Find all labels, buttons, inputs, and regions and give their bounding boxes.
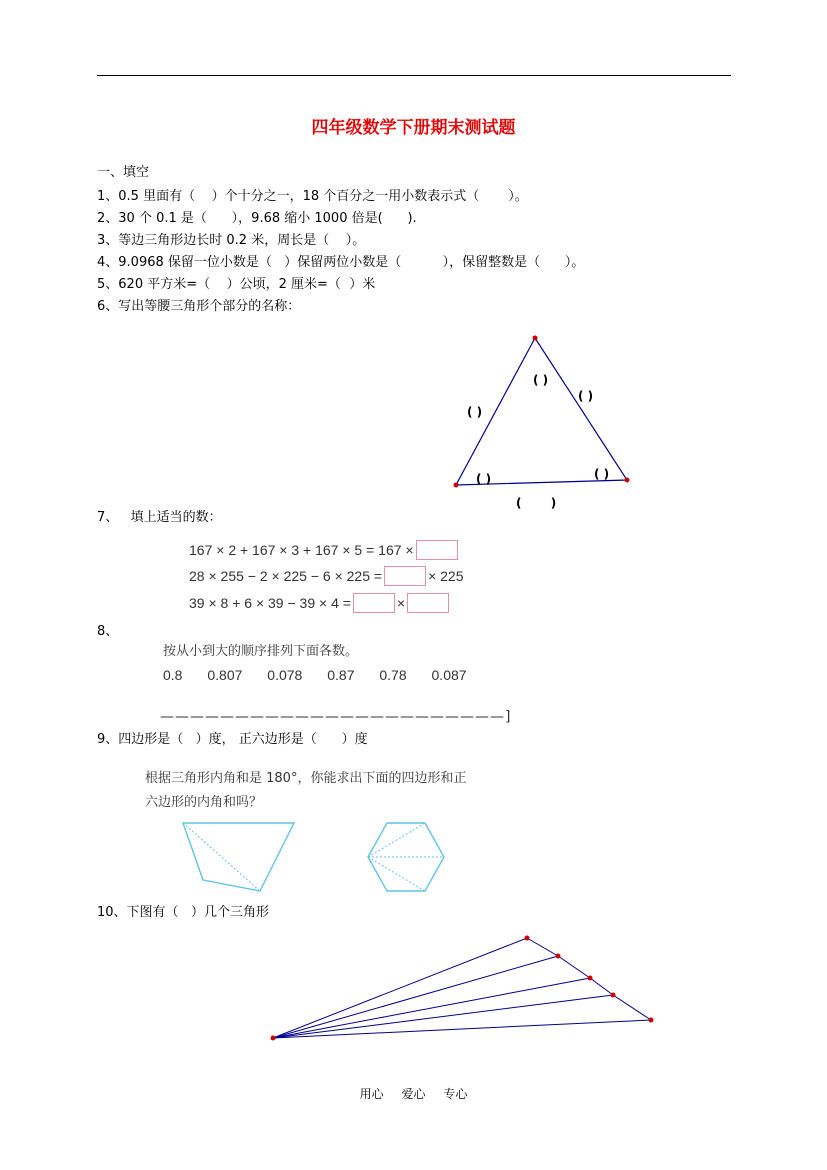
fan-ray [273, 1020, 651, 1038]
answer-box[interactable] [416, 540, 458, 560]
header-rule [97, 75, 731, 76]
q8-number: 0.087 [431, 667, 467, 683]
label-right-side: ( ) [578, 389, 594, 403]
question-7: 7、 填上适当的数： [97, 510, 222, 525]
vertex-dot [625, 478, 630, 483]
diagonal-line [368, 857, 425, 891]
question-2: 2、30 个 0.1 是（ ），9.68 缩小 1000 倍是( ). [97, 211, 417, 226]
q9-instruction-line2: 六边形的内角和吗？ [145, 795, 263, 810]
hexagon-figure [363, 818, 449, 896]
question-8: 8、 [97, 624, 119, 639]
quadrilateral-figure [178, 818, 300, 896]
vertex-dot [454, 483, 459, 488]
triangle-fan-figure [265, 930, 660, 1048]
answer-box[interactable] [353, 593, 395, 613]
footer-word: 用心 [359, 1087, 384, 1101]
q7-row-3 [189, 593, 451, 613]
vertex-dot [556, 954, 561, 959]
section-heading: 一、填空 [97, 165, 150, 180]
q7-row-3-expr: 39 × 8 + 6 × 39 − 39 × 4 = [189, 595, 351, 611]
fan-ray [273, 938, 527, 1038]
q8-instruction: 按从小到大的顺序排列下面各数。 [163, 644, 359, 659]
page-footer [0, 1085, 827, 1102]
footer-word: 爱心 [401, 1087, 426, 1101]
q8-answer-line: ———————————————————————] [160, 709, 512, 725]
q7-row-3-times: × [396, 595, 406, 611]
label-base: ( ) [516, 496, 557, 510]
label-base-angle-left: ( ) [476, 472, 492, 486]
q7-row-2-expr: 28 × 255 − 2 × 225 − 6 × 225 = [189, 568, 383, 584]
q8-number: 0.8 [163, 667, 183, 683]
question-9: 9、四边形是（ ）度， 正六边形是（ ）度 [97, 732, 368, 747]
question-6: 6、写出等腰三角形个部分的名称： [97, 299, 301, 314]
question-5: 5、620 平方米=（ ）公顷，2 厘米=（ ）米 [97, 277, 376, 292]
vertex-dot [271, 1036, 276, 1041]
q8-number: 0.87 [327, 667, 355, 683]
vertex-dot [588, 976, 593, 981]
question-3: 3、等边三角形边长时 0.2 米，周长是（ ）。 [97, 233, 366, 248]
vertex-dot [611, 993, 616, 998]
q8-number: 0.807 [207, 667, 243, 683]
q7-row-2 [189, 566, 464, 586]
label-vertex-angle: ( ) [533, 373, 549, 387]
question-4: 4、9.0968 保留一位小数是（ ）保留两位小数是（ ），保留整数是（ ）。 [97, 255, 585, 270]
q7-row-2-tail: × 225 [428, 568, 464, 584]
q8-number-list [163, 667, 488, 683]
vertex-dot [533, 336, 538, 341]
answer-box[interactable] [384, 566, 426, 586]
fan-ray [273, 978, 590, 1038]
quadrilateral-outline [183, 823, 294, 891]
vertex-dot [525, 936, 530, 941]
label-base-angle-right: ( ) [594, 467, 610, 481]
page-title: 四年级数学下册期末测试题 [311, 118, 516, 138]
fan-ray [273, 995, 613, 1038]
fan-ray [273, 956, 558, 1038]
answer-box[interactable] [407, 593, 449, 613]
footer-word: 专心 [443, 1087, 468, 1101]
q9-instruction-line1: 根据三角形内角和是 180°，你能求出下面的四边形和正 [145, 771, 467, 786]
q8-number: 0.78 [379, 667, 407, 683]
question-10: 10、下图有（ ）几个三角形 [97, 905, 269, 920]
vertex-dot [649, 1018, 654, 1023]
label-left-side: ( ) [467, 405, 483, 419]
question-1: 1、0.5 里面有（ ）个十分之一，18 个百分之一用小数表示式（ ）。 [97, 189, 528, 204]
q7-row-1-expr: 167 × 2 + 167 × 3 + 167 × 5 = 167 × [189, 542, 414, 558]
q7-row-1 [189, 540, 460, 560]
q8-number: 0.078 [267, 667, 303, 683]
diagonal-line [368, 823, 425, 857]
